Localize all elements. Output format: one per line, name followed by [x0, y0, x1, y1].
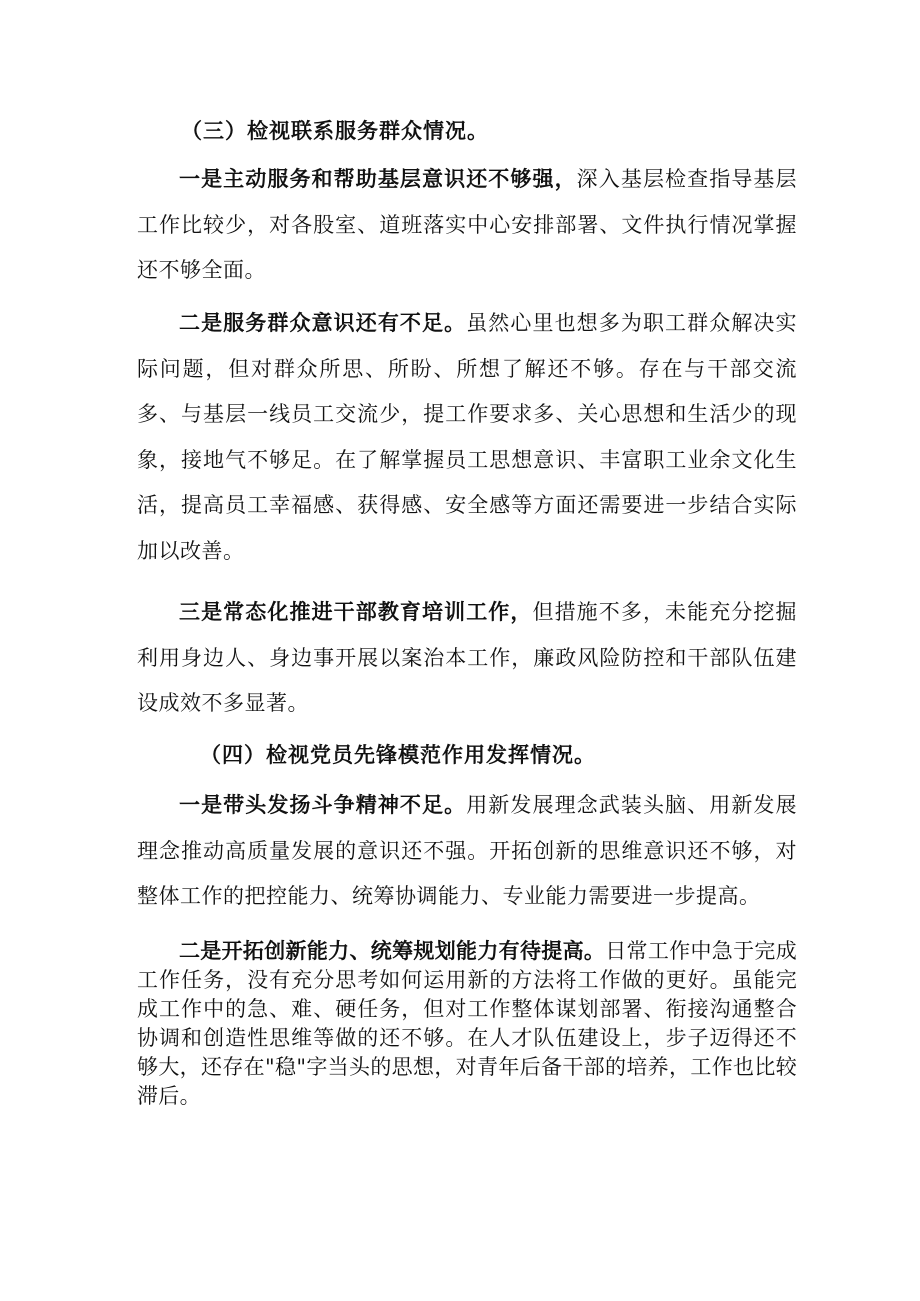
paragraph-4-2 [137, 936, 797, 1111]
paragraph-lead: 二是服务群众意识还有不足。 [179, 310, 467, 335]
paragraph-3-3 [137, 589, 797, 727]
section-heading-4: （四）检视党员先锋模范作用发挥情况。 [200, 742, 596, 767]
paragraph-lead: 一是主动服务和帮助基层意识还不够强， [179, 166, 577, 191]
paragraph-lead: 三是常态化推进干部教育培训工作， [179, 599, 533, 624]
paragraph-lead: 一是带头发扬斗争精神不足。 [179, 792, 467, 817]
paragraph-text: 日常工作中急于完成工作任务，没有充分思考如何运用新的方法将工作做的更好。虽能完成工作中的急、难、硬任务，但对工作整体谋划部署、衔接沟通整合协调和创造性思维等做的还不够。在人才队伍建设上，步子迈得还不够大，还存在"稳"字当头的思想，对青年后备干部的培养，工作也比较滞后。 [137, 939, 798, 1108]
paragraph-3-2 [137, 300, 797, 574]
paragraph-text: 虽然心里也想多为职工群众解决实际问题，但对群众所思、所盼、所想了解还不够。存在与干部交流多、与基层一线员工交流少，提工作要求多、关心思想和生活少的现象，接地气不够足。在了解掌握员工思想意识、丰富职工业余文化生活，提高员工幸福感、获得感、安全感等方面还需要进一步结合实际加以改善。 [137, 311, 797, 563]
section-heading-3: （三）检视联系服务群众情况。 [181, 118, 489, 143]
paragraph-text: 深入基层检查指导基层工作比较少，对各股室、道班落实中心安排部署、文件执行情况掌握还不够全面。 [137, 167, 798, 282]
paragraph-4-1 [137, 782, 797, 920]
paragraph-text: 但措施不多，未能充分挖掘利用身边人、身边事开展以案治本工作，廉政风险防控和干部队伍建设成效不多显著。 [137, 600, 798, 715]
paragraph-3-1 [137, 156, 797, 294]
paragraph-lead: 二是开拓创新能力、统筹规划能力有待提高。 [179, 938, 606, 963]
paragraph-text: 用新发展理念武装头脑、用新发展理念推动高质量发展的意识还不强。开拓创新的思维意识还不够，对整体工作的把控能力、统筹协调能力、专业能力需要进一步提高。 [137, 793, 797, 908]
